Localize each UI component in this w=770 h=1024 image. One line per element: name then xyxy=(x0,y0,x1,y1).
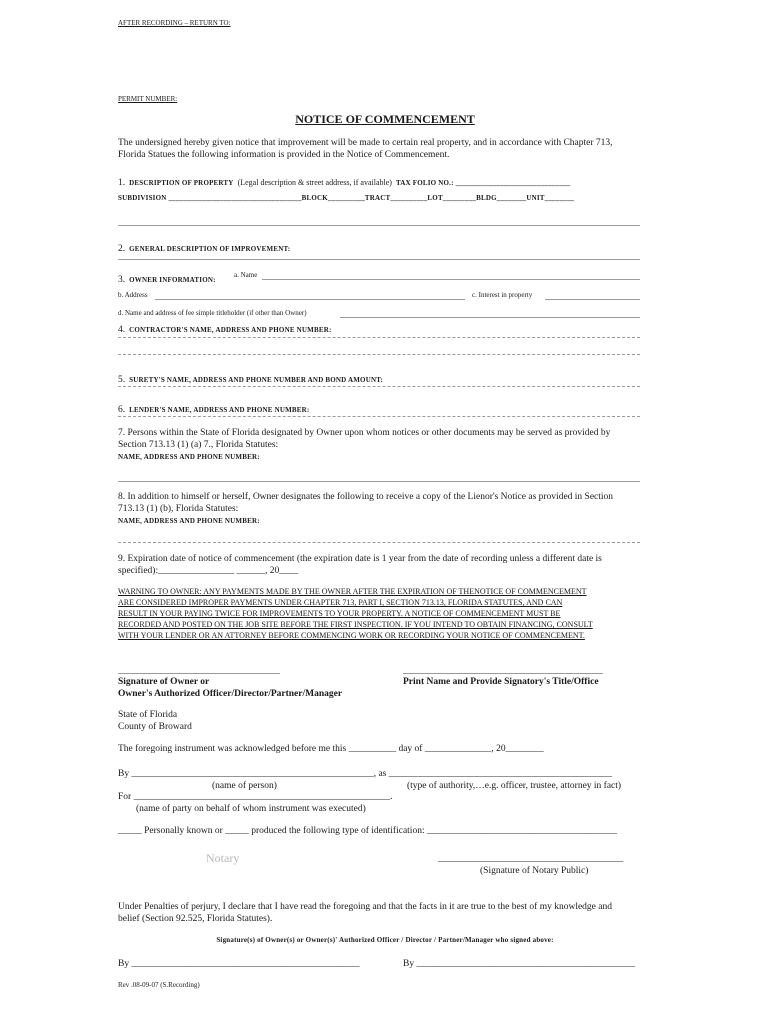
lienor-copy-line[interactable] xyxy=(118,542,640,543)
warning-line-3: RESULT IN YOUR PAYING TWICE FOR IMPROVEMENTS TO YOUR PROPERTY. A NOTICE OF COMMENCEMENT MUST BE xyxy=(118,609,561,618)
warning-line-2: ARE CONSIDERED IMPROPER PAYMENTS UNDER CHAPTER 713, PART I, SECTION 713.13, FLORIDA STATUTES, AND CAN xyxy=(118,598,563,607)
section-6-number: 6. xyxy=(118,405,126,415)
owner-address-field[interactable] xyxy=(155,299,465,300)
by-signature-right[interactable]: By ______________________________________________ xyxy=(403,959,635,969)
section-2-heading xyxy=(118,238,290,256)
section-9-line-2[interactable]: specified):________________ ______, 20____ xyxy=(118,566,299,576)
section-9-line-1: 9. Expiration date of notice of commencement (the expiration date is 1 year from the date of recording unless a different date is xyxy=(118,554,602,564)
section-7-line-2: Section 713.13 (1) (a) 7., Florida Statutes: xyxy=(118,440,279,450)
section-7-line-1: 7. Persons within the State of Florida designated by Owner upon whom notices or other documents may be served as provided by xyxy=(118,428,611,438)
print-name-label: Print Name and Provide Signatory's Title/Office xyxy=(403,677,599,687)
section-5-heading xyxy=(118,369,383,387)
by-signature-left[interactable]: By ________________________________________________ xyxy=(118,959,360,969)
surety-line[interactable] xyxy=(118,386,640,387)
notary-signature-caption: (Signature of Notary Public) xyxy=(480,866,589,876)
interest-in-property-field[interactable] xyxy=(545,299,640,300)
print-name-line[interactable] xyxy=(403,673,603,674)
section-1-heading xyxy=(118,172,570,190)
identification-line[interactable]: _____ Personally known or _____ produced the following type of identification: ________________________________________ xyxy=(118,826,617,836)
owner-name-label: a. Name xyxy=(234,271,258,279)
lender-line[interactable] xyxy=(118,416,640,417)
section-1-label: DESCRIPTION OF PROPERTY xyxy=(129,179,234,187)
interest-in-property-label: c. Interest in property xyxy=(472,291,533,299)
tax-folio-field[interactable]: TAX FOLIO NO.: _______________________________ xyxy=(395,179,571,187)
owner-name-field[interactable] xyxy=(262,279,640,280)
owner-signatures-label: Signature(s) of Owner(s) or Owner(s)' Authorized Officer / Director / Partner/Manager who signed above: xyxy=(216,936,554,944)
warning-line-5: WITH YOUR LENDER OR AN ATTORNEY BEFORE COMMENCING WORK OR RECORDING YOUR NOTICE OF COMMENCEMENT. xyxy=(118,631,585,640)
intro-line-1: The undersigned hereby given notice that improvement will be made to certain real property, and in accordance with Chapter 713, xyxy=(118,138,613,148)
perjury-line-1: Under Penalties of perjury, I declare that I have read the foregoing and that the facts in it are true to the best of my knowledge and xyxy=(118,902,612,912)
name-of-person-caption: (name of person) xyxy=(212,781,277,791)
acknowledgment-line[interactable]: The foregoing instrument was acknowledged before me this __________ day of ______________, 20________ xyxy=(118,744,544,754)
notary-stamp-placeholder: Notary xyxy=(206,851,240,865)
return-to-label: AFTER RECORDING – RETURN TO: xyxy=(118,19,231,27)
warning-line-4: RECORDED AND POSTED ON THE JOB SITE BEFORE THE FIRST INSPECTION. IF YOU INTEND TO OBTAIN FINANCING, CONSULT xyxy=(118,620,593,629)
owner-signature-line[interactable] xyxy=(118,673,280,674)
by-authority-line[interactable]: By ___________________________________________________, as _______________________________________________ xyxy=(118,769,612,779)
permit-number-label: PERMIT NUMBER: xyxy=(118,95,178,103)
name-of-party-caption: (name of party on behalf of whom instrument was executed) xyxy=(136,804,366,814)
owner-address-label: b. Address xyxy=(118,291,148,299)
contractor-line-2[interactable] xyxy=(118,354,640,355)
subdivision-field-line[interactable]: SUBDIVISION ____________________________________BLOCK__________TRACT__________LOT_________BLDG________UNIT________ xyxy=(118,194,575,202)
revision-label: Rev .08-09-07 (S.Recording) xyxy=(118,981,200,989)
section-2-number: 2. xyxy=(118,244,126,254)
section-3-number: 3. xyxy=(118,275,126,285)
contractor-line-1[interactable] xyxy=(118,337,640,338)
section-2-label: GENERAL DESCRIPTION OF IMPROVEMENT: xyxy=(129,245,291,253)
owner-signature-label-1: Signature of Owner or xyxy=(118,677,210,687)
section-1-note: (Legal description & street address, if available) xyxy=(237,178,392,187)
for-party-line[interactable]: For ______________________________________________________. xyxy=(118,792,393,802)
section-1-number: 1. xyxy=(118,178,126,188)
section-3-label: OWNER INFORMATION: xyxy=(129,276,216,284)
fee-simple-titleholder-field[interactable] xyxy=(340,317,640,318)
improvement-description-line[interactable] xyxy=(118,259,640,260)
section-8-line-1: 8. In addition to himself or herself, Owner designates the following to receive a copy of the Lienor's Notice as provided in Section xyxy=(118,492,614,502)
section-6-label: LENDER'S NAME, ADDRESS AND PHONE NUMBER: xyxy=(129,406,310,414)
section-4-label: CONTRACTOR'S NAME, ADDRESS AND PHONE NUMBER: xyxy=(129,326,332,334)
designee-line[interactable] xyxy=(118,481,640,482)
document-title: NOTICE OF COMMENCEMENT xyxy=(295,112,475,126)
type-of-authority-caption: (type of authority,…e.g. officer, trustee, attorney in fact) xyxy=(407,781,622,791)
property-description-line[interactable] xyxy=(118,225,640,226)
section-5-number: 5. xyxy=(118,375,126,385)
state-label: State of Florida xyxy=(118,710,178,720)
intro-line-2: Florida Statues the following information is provided in the Notice of Commencement. xyxy=(118,150,450,160)
section-5-label: SURETY'S NAME, ADDRESS AND PHONE NUMBER AND BOND AMOUNT: xyxy=(129,376,384,384)
warning-line-1: WARNING TO OWNER: ANY PAYMENTS MADE BY THE OWNER AFTER THE EXPIRATION OF THENOTICE OF COMMENCEMENT xyxy=(118,587,587,596)
owner-signature-label-2: Owner's Authorized Officer/Director/Partner/Manager xyxy=(118,689,343,699)
section-4-heading xyxy=(118,319,331,337)
section-3-heading xyxy=(118,269,216,287)
section-8-label: NAME, ADDRESS AND PHONE NUMBER: xyxy=(118,517,260,525)
notary-signature-line[interactable]: _______________________________________ xyxy=(438,854,624,864)
section-4-number: 4. xyxy=(118,325,126,335)
fee-simple-titleholder-label: d. Name and address of fee simple titleholder (if other than Owner) xyxy=(118,309,307,317)
county-label: County of Broward xyxy=(118,722,192,732)
section-6-heading xyxy=(118,399,309,417)
section-8-line-2: 713.13 (1) (b), Florida Statutes: xyxy=(118,504,239,514)
section-7-label: NAME, ADDRESS AND PHONE NUMBER: xyxy=(118,453,260,461)
perjury-line-2: belief (Section 92.525, Florida Statutes). xyxy=(118,914,273,924)
